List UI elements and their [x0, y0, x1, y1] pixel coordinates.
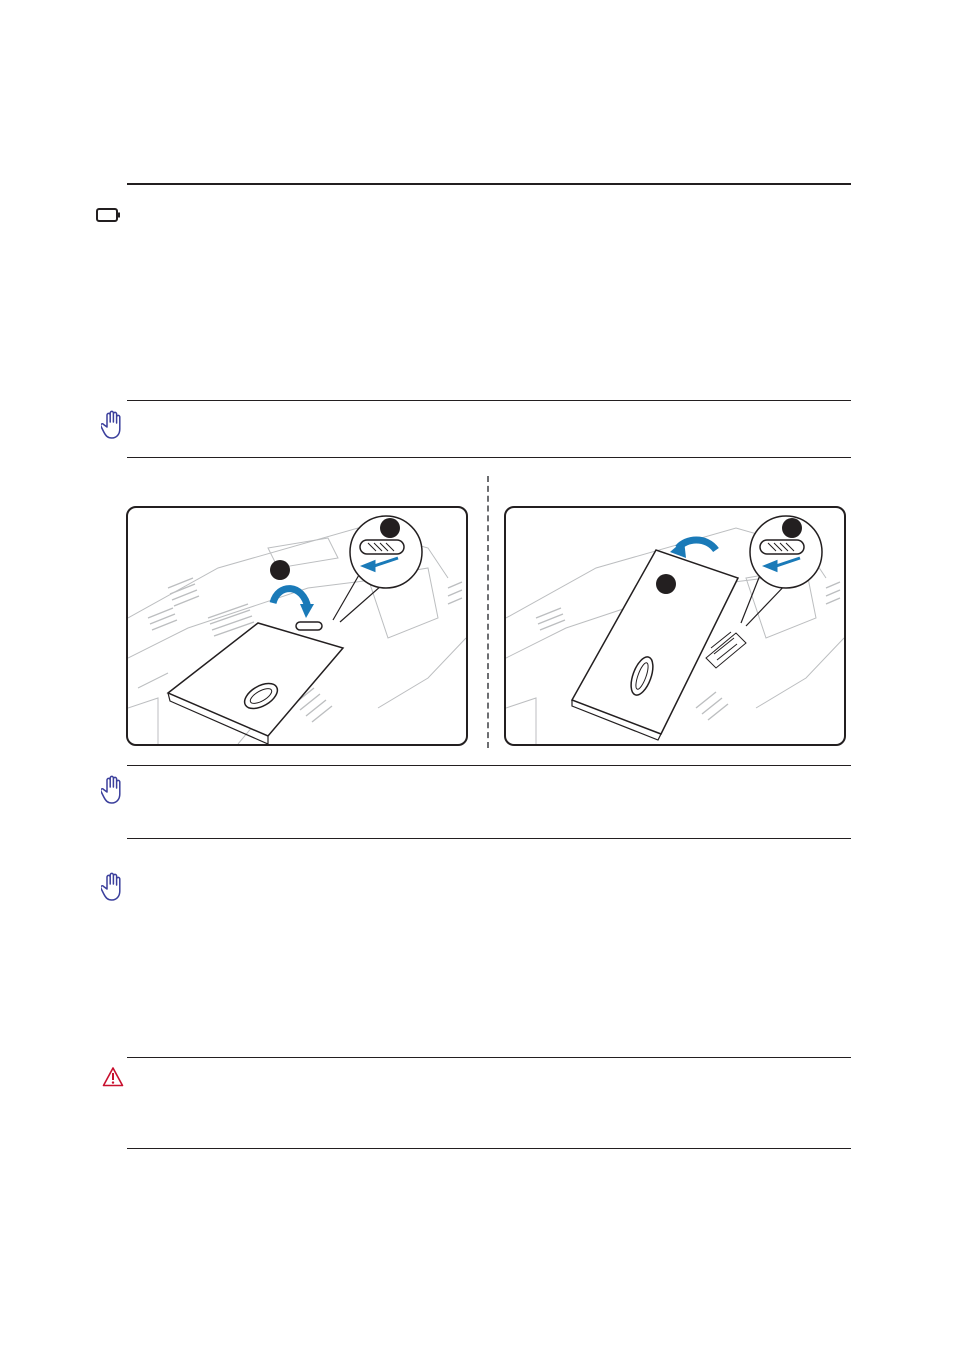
warning-bottom-rule — [127, 1148, 851, 1149]
note2-bottom-rule — [127, 838, 851, 839]
note2-top-rule — [127, 765, 851, 766]
illustration-remove-cover — [504, 506, 846, 746]
hand-stop-icon — [101, 410, 125, 440]
step-marker-2 — [656, 574, 676, 594]
warning-triangle-icon — [102, 1066, 124, 1088]
hand-stop-icon — [101, 775, 125, 805]
step-marker-1 — [782, 518, 802, 538]
warning-top-rule — [127, 1057, 851, 1058]
hand-stop-icon — [101, 872, 125, 902]
illustration-unlock-cover — [126, 506, 468, 746]
step-marker-2 — [270, 560, 290, 580]
figure-divider — [487, 476, 489, 748]
step-marker-1 — [380, 518, 400, 538]
note-top-rule — [127, 400, 851, 401]
battery-icon — [96, 208, 122, 222]
header-rule — [127, 183, 851, 185]
note-bottom-rule — [127, 457, 851, 458]
